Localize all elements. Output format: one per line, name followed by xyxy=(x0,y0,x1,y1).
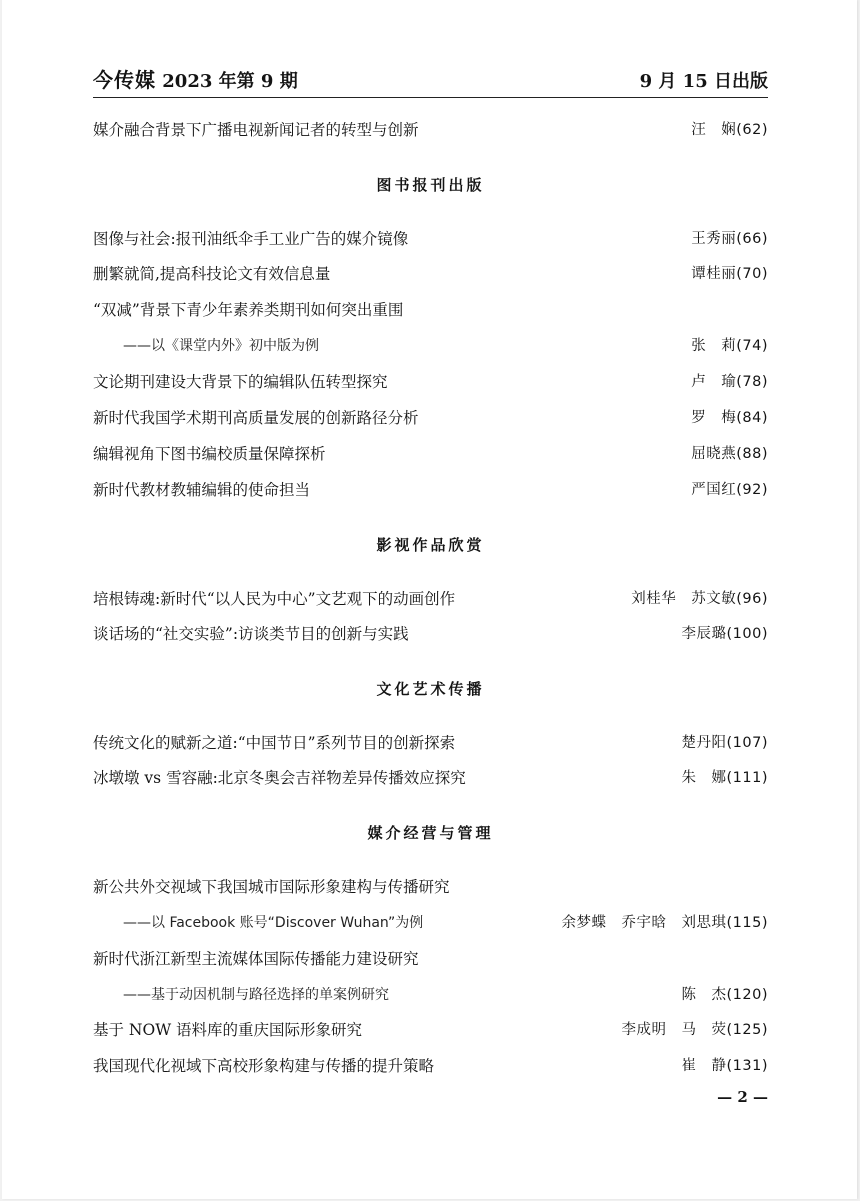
article-subtitle: ——基于动因机制与路径选择的单案例研究 xyxy=(123,987,389,1003)
toc-entry[interactable] xyxy=(93,1054,768,1078)
toc-entry[interactable] xyxy=(93,298,768,322)
article-title: 传统文化的赋新之道:“中国节日”系列节目的创新探索 xyxy=(93,734,456,752)
article-author: 陈 杰(120) xyxy=(681,987,768,1003)
article-title: 新时代教材教辅编辑的使命担当 xyxy=(93,481,311,499)
article-title: 媒介融合背景下广播电视新闻记者的转型与创新 xyxy=(93,121,419,139)
article-title: 删繁就简,提高科技论文有效信息量 xyxy=(93,265,331,283)
page-header xyxy=(93,70,768,98)
article-author: 张 莉(74) xyxy=(691,338,768,354)
article-title: 图像与社会:报刊油纸伞手工业广告的媒介镜像 xyxy=(93,230,409,248)
publication-date: 9 月 15 日出版 xyxy=(639,71,768,92)
toc-entry[interactable] xyxy=(93,478,768,502)
section-heading: 媒介经营与管理 xyxy=(367,824,494,842)
article-author: 严国红(92) xyxy=(691,482,768,498)
toc-entry[interactable] xyxy=(93,875,768,899)
toc-entry[interactable] xyxy=(93,731,768,755)
section-heading: 图书报刊出版 xyxy=(376,176,485,194)
toc-entry[interactable] xyxy=(93,766,768,790)
article-author: 汪 娴(62) xyxy=(691,122,768,138)
article-author: 崔 静(131) xyxy=(681,1058,768,1074)
page-number: — 2 — xyxy=(717,1088,768,1106)
article-title: 新时代浙江新型主流媒体国际传播能力建设研究 xyxy=(93,950,419,968)
article-title: 编辑视角下图书编校质量保障探析 xyxy=(93,445,326,463)
article-title: 冰墩墩 vs 雪容融:北京冬奥会吉祥物差异传播效应探究 xyxy=(93,769,466,787)
article-title: 培根铸魂:新时代“以人民为中心”文艺观下的动画创作 xyxy=(93,590,456,608)
article-subtitle: ——以《课堂内外》初中版为例 xyxy=(123,338,319,354)
toc-entry[interactable] xyxy=(93,262,768,286)
article-title: 文论期刊建设大背景下的编辑队伍转型探究 xyxy=(93,373,388,391)
toc-entry[interactable] xyxy=(93,947,768,971)
article-author: 李辰璐(100) xyxy=(681,626,768,642)
article-author: 李成明 马 荧(125) xyxy=(621,1022,768,1038)
article-author: 楚丹阳(107) xyxy=(681,735,768,751)
section-heading: 文化艺术传播 xyxy=(376,680,485,698)
toc-entry[interactable] xyxy=(93,406,768,430)
article-title: 谈话场的“社交实验”:访谈类节目的创新与实践 xyxy=(93,625,409,643)
toc-subtitle[interactable] xyxy=(93,911,768,935)
journal-issue xyxy=(93,64,298,93)
article-author: 卢 瑜(78) xyxy=(691,374,768,390)
toc-subtitle[interactable] xyxy=(93,983,768,1007)
article-author: 王秀丽(66) xyxy=(691,231,768,247)
toc-entry[interactable] xyxy=(93,1018,768,1042)
toc-subtitle[interactable] xyxy=(93,334,768,358)
article-title: 新公共外交视域下我国城市国际形象建构与传播研究 xyxy=(93,878,450,896)
journal-name: 今传媒 xyxy=(93,68,156,92)
article-author: 谭桂丽(70) xyxy=(691,266,768,282)
article-author: 罗 梅(84) xyxy=(691,410,768,426)
section-heading: 影视作品欣赏 xyxy=(376,536,485,554)
toc-entry[interactable] xyxy=(93,118,768,142)
toc-entry[interactable] xyxy=(93,622,768,646)
article-author: 屈晓燕(88) xyxy=(691,446,768,462)
article-title: 新时代我国学术期刊高质量发展的创新路径分析 xyxy=(93,409,419,427)
article-author: 朱 娜(111) xyxy=(681,770,768,786)
article-title: 我国现代化视域下高校形象构建与传播的提升策略 xyxy=(93,1057,435,1075)
article-title: 基于 NOW 语料库的重庆国际形象研究 xyxy=(93,1021,363,1039)
article-author: 余梦蝶 乔宇晗 刘思琪(115) xyxy=(561,915,768,931)
toc-entry[interactable] xyxy=(93,442,768,466)
issue-number: 2023 年第 9 期 xyxy=(156,71,298,92)
toc-entry[interactable] xyxy=(93,587,768,611)
toc-entry[interactable] xyxy=(93,227,768,251)
article-author: 刘桂华 苏文敏(96) xyxy=(631,591,768,607)
toc-entry[interactable] xyxy=(93,370,768,394)
article-subtitle: ——以 Facebook 账号“Discover Wuhan”为例 xyxy=(123,915,424,931)
article-title: “双减”背景下青少年素养类期刊如何突出重围 xyxy=(93,301,404,319)
